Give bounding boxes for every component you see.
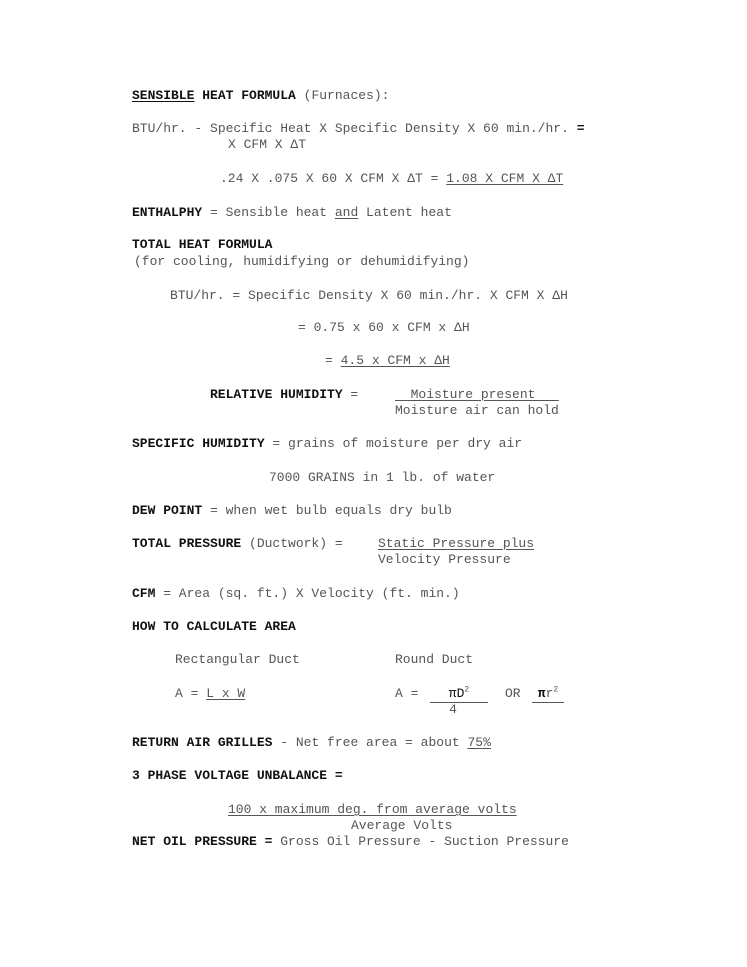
sensible-heading-b: HEAT FORMULA	[194, 88, 296, 103]
tp-numer-a: Static Pressure	[378, 536, 503, 551]
sensible-result: 1.08 X CFM X ΔT	[446, 171, 564, 186]
cfm-heading: CFM	[132, 586, 156, 601]
round-duct-label: Round Duct	[395, 652, 474, 667]
tp-heading: TOTAL PRESSURE	[132, 536, 242, 551]
sensible-heading-a: SENSIBLE	[132, 88, 195, 103]
round-denominator: 4	[449, 702, 457, 717]
oil-line	[132, 834, 569, 850]
area-heading-text: HOW TO CALCULATE AREA	[132, 619, 296, 634]
rh-denominator: Moisture air can hold	[395, 403, 559, 418]
sensible-line1-text: BTU/hr. - Specific Heat X Specific Density X 60 min./hr.	[132, 121, 577, 136]
enthalphy-and: and	[334, 205, 359, 220]
sensible-line3	[220, 171, 563, 187]
return-air-text: - Net free area = about	[272, 735, 468, 750]
rect-duct-label: Rectangular Duct	[175, 652, 300, 667]
rect-a: A =	[175, 686, 207, 701]
oil-text: Gross Oil Pressure - Suction Pressure	[272, 834, 569, 849]
return-air-line	[132, 735, 491, 751]
enthalphy-heading: ENTHALPHY	[132, 205, 203, 220]
enthalphy-text-b: Latent heat	[358, 205, 452, 220]
rh-numerator: Moisture present	[395, 387, 559, 402]
pi-r-squared	[532, 686, 564, 703]
tp-denominator: Velocity Pressure	[378, 552, 511, 567]
total-heat-line1: BTU/hr. = Specific Density X 60 min./hr. X CFM X ΔH	[170, 288, 568, 303]
voltage-numerator: 100 x maximum deg. from average volts	[228, 802, 517, 817]
tp-numer-plus: plus	[502, 536, 535, 551]
total-heat-heading	[132, 237, 272, 253]
total-heat-subtitle: (for cooling, humidifying or dehumidifying)	[134, 254, 470, 269]
dew-point-text: = when wet bulb equals dry bulb	[202, 503, 452, 518]
cfm-line	[132, 586, 460, 602]
sensible-line1	[132, 121, 585, 137]
voltage-denominator: Average Volts	[351, 818, 453, 833]
total-heat-result: 4.5 x CFM x ΔH	[340, 353, 450, 368]
voltage-heading-text: 3 PHASE VOLTAGE UNBALANCE =	[132, 768, 343, 783]
sh-heading: SPECIFIC HUMIDITY	[132, 436, 265, 451]
rh-equals: =	[342, 387, 359, 402]
rh-label	[210, 387, 358, 403]
sh-line	[132, 436, 522, 452]
sensible-equals: =	[576, 121, 585, 136]
total-heat-line3-a: =	[325, 353, 341, 368]
rect-formula: L x W	[206, 686, 246, 701]
area-heading	[132, 619, 296, 635]
total-heat-line2: = 0.75 x 60 x CFM x ΔH	[298, 320, 470, 335]
pi-r-exp: 2	[553, 685, 559, 695]
round-numerator	[430, 686, 488, 703]
dew-point-line	[132, 503, 452, 519]
rh-heading: RELATIVE HUMIDITY	[210, 387, 343, 402]
sensible-line3-a: .24 X .075 X 60 X CFM X ΔT =	[220, 171, 447, 186]
sh-note: 7000 GRAINS in 1 lb. of water	[269, 470, 496, 485]
return-air-heading: RETURN AIR GRILLES	[132, 735, 273, 750]
round-numer-exp: 2	[464, 685, 470, 695]
sh-text: = grains of moisture per dry air	[264, 436, 523, 451]
sensible-heading	[132, 88, 389, 104]
round-a: A =	[395, 686, 427, 701]
sensible-line2: X CFM X ΔT	[228, 137, 307, 152]
voltage-heading	[132, 768, 343, 784]
dew-point-heading: DEW POINT	[132, 503, 203, 518]
enthalphy-line	[132, 205, 452, 221]
tp-paren: (Ductwork) =	[241, 536, 351, 551]
return-air-value: 75%	[467, 735, 491, 750]
sensible-paren: (Furnaces):	[295, 88, 390, 103]
pi-symbol: πD	[448, 686, 465, 701]
total-heat-line3	[325, 353, 450, 369]
total-heat-heading-text: TOTAL HEAT FORMULA	[132, 237, 273, 252]
tp-numerator	[378, 536, 534, 552]
rect-formula-line	[175, 686, 245, 702]
pi-r-r: r	[545, 686, 554, 701]
round-or: OR	[505, 686, 521, 701]
tp-line	[132, 536, 350, 552]
oil-heading: NET OIL PRESSURE =	[132, 834, 273, 849]
enthalphy-text-a: = Sensible heat	[202, 205, 335, 220]
pi-r-pi: π	[537, 686, 546, 701]
cfm-text: = Area (sq. ft.) X Velocity (ft. min.)	[155, 586, 460, 601]
